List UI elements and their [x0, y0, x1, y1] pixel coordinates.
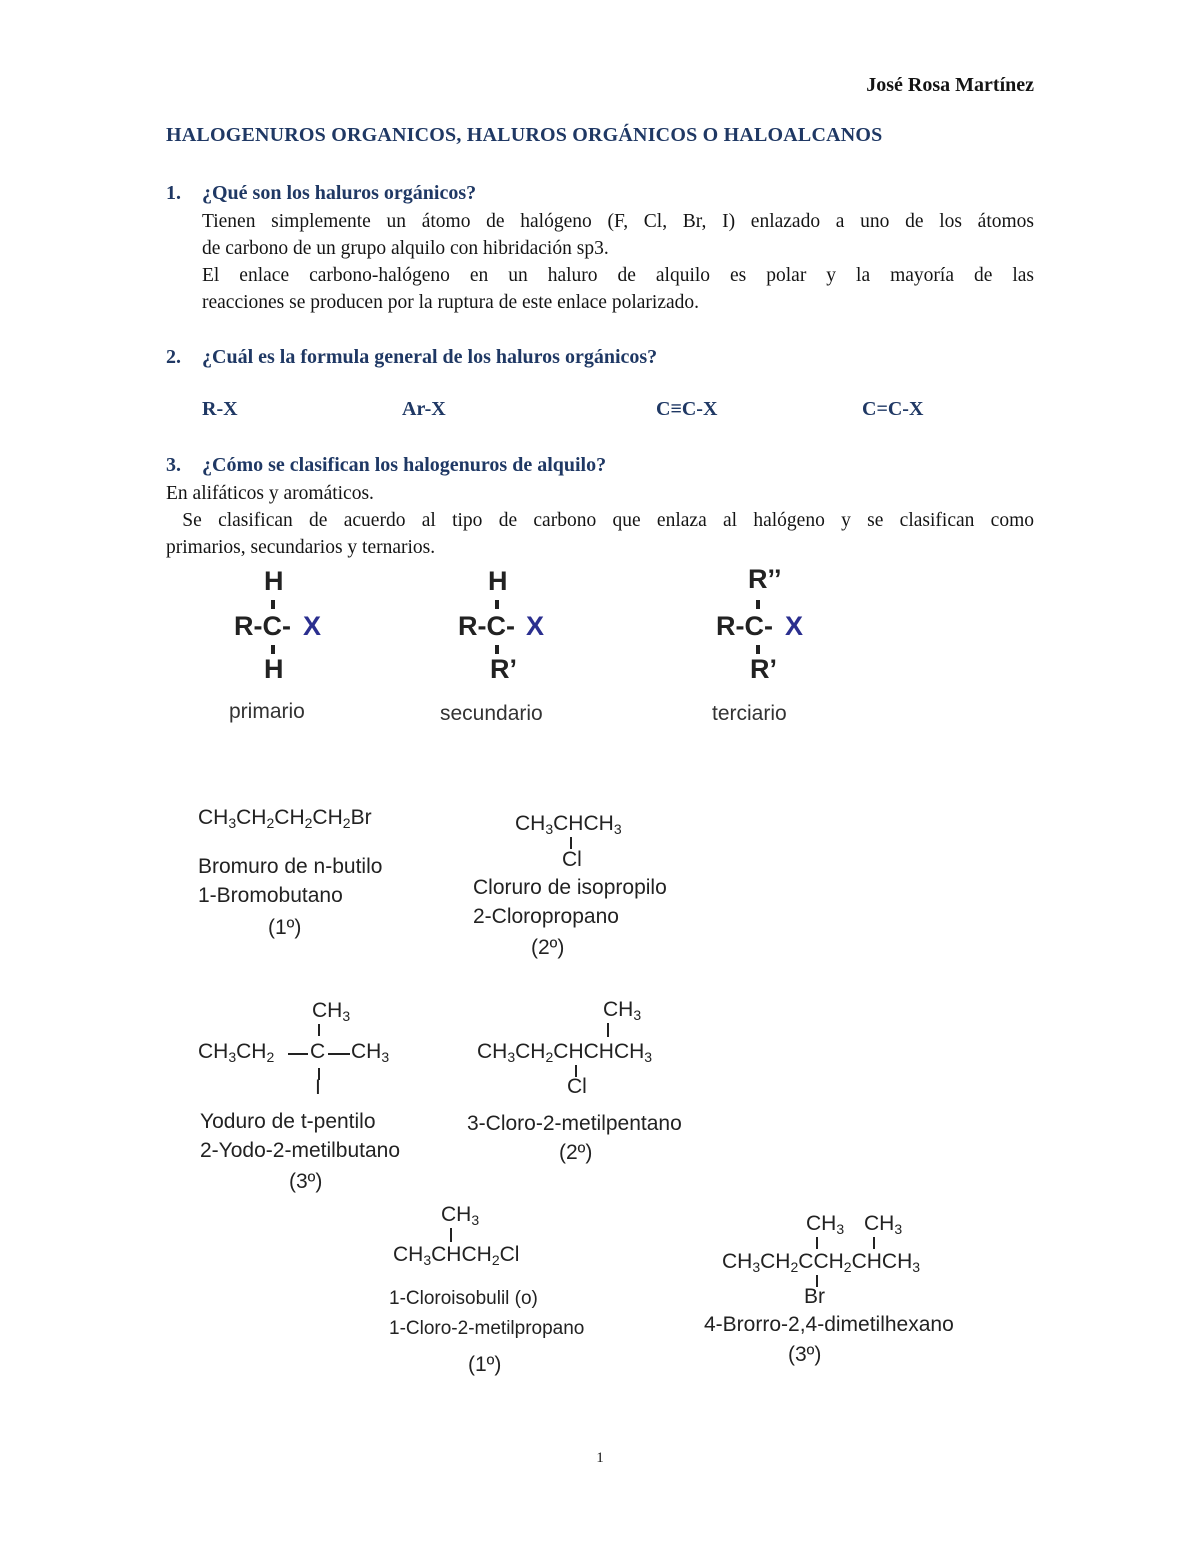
- methyl-group: $CH_3$: [806, 1212, 845, 1237]
- top-atom: H: [264, 566, 284, 596]
- example-name: 4-Brorro-2,4-dimetilhexano: [704, 1313, 954, 1336]
- answer-line: Tienen simplemente un átomo de halógeno (F, Cl, Br, I) enlazado a uno de los átomos: [202, 211, 1034, 232]
- answer-line: En alifáticos y aromáticos.: [166, 483, 374, 504]
- formula-alkyl: R-X: [202, 398, 238, 420]
- bond-line: [450, 1228, 452, 1242]
- bond-line: [318, 1024, 320, 1036]
- bond-up: [271, 600, 275, 609]
- bond-line: [328, 1053, 350, 1055]
- substituent: Cl: [567, 1075, 587, 1098]
- bond-line: [816, 1237, 818, 1249]
- methyl-text: CH: [864, 1212, 895, 1235]
- question-3-number: 3.: [166, 454, 181, 476]
- bond-line: [607, 1023, 609, 1037]
- question-2-text: ¿Cuál es la formula general de los haluros orgánicos?: [202, 346, 658, 368]
- bottom-atom: R’: [750, 654, 777, 684]
- page-number: 1: [596, 1450, 604, 1466]
- center-group: R-C-: [458, 611, 515, 641]
- example-name: 1-Bromobutano: [198, 884, 343, 907]
- question-1-text: ¿Qué son los haluros orgánicos?: [202, 182, 477, 204]
- terminal-methyl: $CH_3$: [351, 1040, 390, 1065]
- bond-up: [756, 600, 760, 609]
- methyl-text: CH: [441, 1203, 472, 1226]
- example-degree: (2º): [531, 936, 565, 959]
- structure-label: primario: [229, 700, 305, 723]
- bond-line: [873, 1237, 875, 1249]
- example-name: 2-Yodo-2-metilbutano: [200, 1139, 401, 1162]
- methyl-group: $CH_3$: [864, 1212, 903, 1237]
- formula-1-bromobutane: $CH_3CH_2CH_2CH_2Br$: [198, 806, 372, 831]
- bond-line: [288, 1053, 308, 1055]
- halogen-x: X: [303, 611, 322, 641]
- formula-aryl: Ar-X: [402, 398, 446, 420]
- methyl-text: CH: [603, 998, 634, 1021]
- formula-4-bromo-2-4-dimethylhexane: $CH_3CH_2CCH_2CHCH_3$: [722, 1250, 921, 1275]
- answer-line: de carbono de un grupo alquilo con hibridación sp3.: [202, 238, 609, 259]
- question-3-answer: [166, 480, 1034, 561]
- example-name: 2-Cloropropano: [473, 905, 619, 928]
- structure-secondary: [440, 566, 592, 736]
- substituent: Br: [804, 1285, 825, 1308]
- halogen-x: X: [785, 611, 804, 641]
- top-atom: R’’: [748, 564, 782, 594]
- document-title: HALOGENUROS ORGANICOS, HALUROS ORGÁNICOS O HALOALCANOS: [166, 124, 883, 146]
- answer-line: primarios, secundarios y ternarios.: [166, 537, 436, 558]
- structure-label: terciario: [712, 702, 787, 725]
- methyl-text: CH: [806, 1212, 837, 1235]
- structure-primary: [226, 566, 366, 736]
- answer-line: El enlace carbono-halógeno en un haluro de alquilo es polar y la mayoría de las: [202, 265, 1034, 286]
- center-group: R-C-: [716, 611, 773, 641]
- formula-3-chloro-2-methylpentane: $CH_3CH_2CHCHCH_3$: [477, 1040, 653, 1065]
- answer-line: reacciones se producen por la ruptura de este enlace polarizado.: [202, 292, 700, 313]
- example-degree: (3º): [289, 1170, 323, 1193]
- structure-tertiary: [708, 566, 848, 736]
- example-name: Cloruro de isopropilo: [473, 876, 667, 899]
- formula-vinyl: C=C-X: [862, 398, 924, 420]
- example-degree: (3º): [788, 1343, 822, 1366]
- substituent: Cl: [562, 848, 582, 871]
- bottom-atom: R’: [490, 654, 517, 684]
- structure-label: secundario: [440, 702, 543, 725]
- methyl-text: CH: [312, 999, 343, 1022]
- methyl-group: $CH_3$: [603, 998, 642, 1023]
- formula-alkynyl: C≡C-X: [656, 398, 718, 420]
- question-1-answer: [202, 208, 1034, 316]
- example-degree: (2º): [559, 1141, 593, 1164]
- bottom-atom: H: [264, 654, 284, 684]
- example-name: Bromuro de n-butilo: [198, 855, 383, 878]
- example-degree: (1º): [468, 1353, 502, 1376]
- author-name: José Rosa Martínez: [866, 74, 1034, 96]
- example-name: 3-Cloro-2-metilpentano: [467, 1112, 682, 1135]
- top-atom: H: [488, 566, 508, 596]
- methyl-group: $CH_3$: [312, 999, 351, 1024]
- center-group: R-C-: [234, 611, 291, 641]
- example-name: 1-Cloro-2-metilpropano: [389, 1318, 585, 1339]
- methyl-group: $CH_3$: [441, 1203, 480, 1228]
- halogen-x: X: [526, 611, 545, 641]
- bond-down: [495, 645, 499, 654]
- central-carbon: C: [310, 1040, 326, 1063]
- question-2-number: 2.: [166, 346, 181, 368]
- bond-up: [495, 600, 499, 609]
- formula-2-chloropropane: $CH_3CHCH_3$: [515, 812, 622, 837]
- bond-down: [271, 645, 275, 654]
- substituent: I: [315, 1076, 321, 1099]
- formula-2-iodo-2-methylbutane: $CH_3CH_2$: [198, 1040, 275, 1065]
- question-1-number: 1.: [166, 182, 181, 204]
- answer-line: Se clasifican de acuerdo al tipo de carbono que enlaza al halógeno y se clasifican como: [166, 510, 1034, 531]
- bond-down: [756, 645, 760, 654]
- example-name: 1-Cloroisobulil (o): [389, 1288, 538, 1309]
- formula-1-chloro-2-methylpropane: $CH_3CHCH_2Cl$: [393, 1243, 520, 1268]
- example-degree: (1º): [268, 916, 302, 939]
- example-name: Yoduro de t-pentilo: [200, 1110, 376, 1133]
- question-3-text: ¿Cómo se clasifican los halogenuros de alquilo?: [202, 454, 607, 476]
